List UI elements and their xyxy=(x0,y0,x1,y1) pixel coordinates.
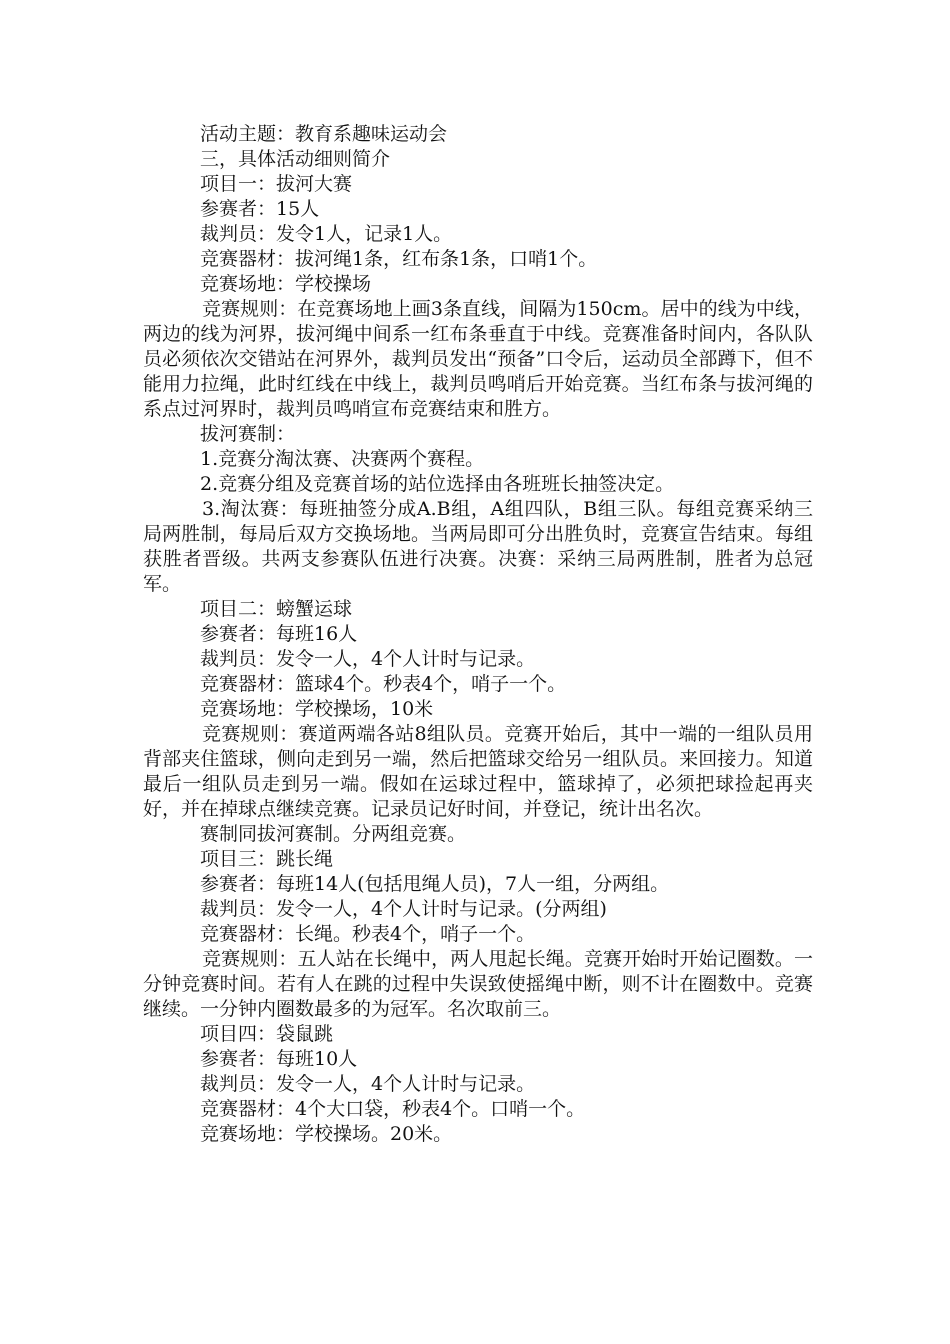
event-2-format: 赛制同拔河赛制。分两组竞赛。 xyxy=(200,823,467,845)
event-2-rules: 竞赛规则：赛道两端各站8组队员。竞赛开始后，其中一端的一组队员用背部夹住篮球，侧向走到另一端，然后把篮球交给另一组队员。来回接力。知道最后一组队员走到另一端。假如在运球过程中，篮球掉了，必须把球捡起再夹好，并在掉球点继续竞赛。记录员记好时间，并登记，统计出名次。 xyxy=(143,723,813,820)
section-heading: 三，具体活动细则简介 xyxy=(200,148,391,170)
event-3-title: 项目三：跳长绳 xyxy=(200,848,334,870)
format-item-1: 1.竞赛分淘汰赛、决赛两个赛程。 xyxy=(200,448,485,470)
event-1-rules: 竞赛规则：在竞赛场地上画3条直线，间隔为150cm。居中的线为中线，两边的线为河界，拔河绳中间系一红布条垂直于中线。竞赛准备时间内，各队队员必须依次交错站在河界外，裁判员发出“预备”口令后，运动员全部蹲下，但不能用力拉绳，此时红线在中线上，裁判员鸣哨后开始竞赛。当红布条与拔河绳的系点过河界时，裁判员鸣哨宣布竞赛结束和胜方。 xyxy=(143,298,813,420)
event-1-venue: 竞赛场地：学校操场 xyxy=(200,273,372,295)
event-3-rules: 竞赛规则：五人站在长绳中，两人甩起长绳。竞赛开始时开始记圈数。一分钟竞赛时间。若有人在跳的过程中失误致使摇绳中断，则不计在圈数中。竞赛继续。一分钟内圈数最多的为冠军。名次取前三。 xyxy=(143,948,813,1020)
event-4-equipment: 竞赛器材：4个大口袋，秒表4个。口哨一个。 xyxy=(200,1098,586,1120)
event-2-venue: 竞赛场地：学校操场，10米 xyxy=(200,698,434,720)
event-1-equipment: 竞赛器材：拔河绳1条，红布条1条，口哨1个。 xyxy=(200,248,598,270)
event-3-equipment: 竞赛器材：长绳。秒表4个，哨子一个。 xyxy=(200,923,536,945)
document-body xyxy=(143,122,813,1147)
event-4-venue: 竞赛场地：学校操场。20米。 xyxy=(200,1123,453,1145)
event-4-participants: 参赛者：每班10人 xyxy=(200,1048,358,1070)
event-4-referees: 裁判员：发令一人，4个人计时与记录。 xyxy=(200,1073,536,1095)
format-item-3: 3.淘汰赛：每班抽签分成A.B组，A组四队，B组三队。每组竞赛采纳三局两胜制，每局后双方交换场地。当两局即可分出胜负时，竞赛宣告结束。每组获胜者晋级。共两支参赛队伍进行决赛。决赛：采纳三局两胜制，胜者为总冠军。 xyxy=(143,498,813,595)
tug-of-war-format-heading: 拔河赛制： xyxy=(200,423,296,445)
format-item-2: 2.竞赛分组及竞赛首场的站位选择由各班班长抽签决定。 xyxy=(200,473,675,495)
event-1-title: 项目一：拔河大赛 xyxy=(200,173,353,195)
activity-theme: 活动主题：教育系趣味运动会 xyxy=(200,123,448,145)
event-1-participants: 参赛者：15人 xyxy=(200,198,320,220)
event-2-title: 项目二：螃蟹运球 xyxy=(200,598,353,620)
event-2-participants: 参赛者：每班16人 xyxy=(200,623,358,645)
event-4-title: 项目四：袋鼠跳 xyxy=(200,1023,334,1045)
event-2-equipment: 竞赛器材：篮球4个。秒表4个，哨子一个。 xyxy=(200,673,567,695)
event-2-referees: 裁判员：发令一人，4个人计时与记录。 xyxy=(200,648,536,670)
event-3-referees: 裁判员：发令一人，4个人计时与记录。(分两组) xyxy=(200,898,607,920)
event-3-participants: 参赛者：每班14人(包括甩绳人员)，7人一组，分两组。 xyxy=(200,873,670,895)
event-1-referees: 裁判员：发令1人，记录1人。 xyxy=(200,223,453,245)
